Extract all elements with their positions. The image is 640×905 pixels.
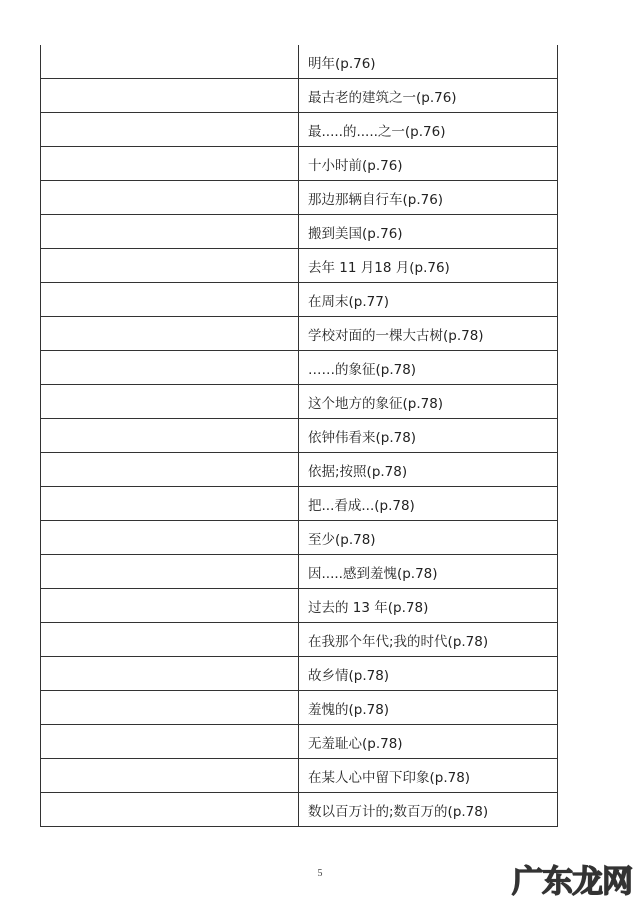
phrase-cell: 过去的 13 年(p.78) (299, 589, 558, 623)
blank-answer-cell (41, 113, 299, 147)
blank-answer-cell (41, 759, 299, 793)
blank-answer-cell (41, 589, 299, 623)
blank-answer-cell (41, 147, 299, 181)
table-row (41, 79, 558, 113)
phrase-cell: 故乡情(p.78) (299, 657, 558, 691)
table-row (41, 453, 558, 487)
table-row (41, 385, 558, 419)
blank-answer-cell (41, 793, 299, 827)
blank-answer-cell (41, 453, 299, 487)
table-row (41, 759, 558, 793)
blank-answer-cell (41, 385, 299, 419)
blank-answer-cell (41, 351, 299, 385)
table-row (41, 351, 558, 385)
phrase-cell: 去年 11 月18 月(p.76) (299, 249, 558, 283)
blank-answer-cell (41, 691, 299, 725)
phrase-cell: 依钟伟看来(p.78) (299, 419, 558, 453)
phrase-cell: 把...看成...(p.78) (299, 487, 558, 521)
blank-answer-cell (41, 45, 299, 79)
table-row (41, 147, 558, 181)
blank-answer-cell (41, 657, 299, 691)
phrase-cell: 那边那辆自行车(p.76) (299, 181, 558, 215)
phrase-cell: 明年(p.76) (299, 45, 558, 79)
blank-answer-cell (41, 487, 299, 521)
phrase-cell: ……的象征(p.78) (299, 351, 558, 385)
blank-answer-cell (41, 555, 299, 589)
phrase-cell: 无羞耻心(p.78) (299, 725, 558, 759)
blank-answer-cell (41, 623, 299, 657)
table-row (41, 555, 558, 589)
phrase-cell: 最.....的.....之一(p.76) (299, 113, 558, 147)
phrase-cell: 最古老的建筑之一(p.76) (299, 79, 558, 113)
blank-answer-cell (41, 79, 299, 113)
table-row (41, 113, 558, 147)
table-row (41, 181, 558, 215)
blank-answer-cell (41, 521, 299, 555)
phrase-cell: 学校对面的一棵大古树(p.78) (299, 317, 558, 351)
phrase-cell: 这个地方的象征(p.78) (299, 385, 558, 419)
phrase-cell: 十小时前(p.76) (299, 147, 558, 181)
phrase-cell: 在我那个年代;我的时代(p.78) (299, 623, 558, 657)
table-row (41, 521, 558, 555)
phrase-cell: 依据;按照(p.78) (299, 453, 558, 487)
blank-answer-cell (41, 419, 299, 453)
table-row (41, 317, 558, 351)
table-row (41, 215, 558, 249)
blank-answer-cell (41, 283, 299, 317)
table-row (41, 487, 558, 521)
phrase-cell: 因.....感到羞愧(p.78) (299, 555, 558, 589)
phrase-cell: 羞愧的(p.78) (299, 691, 558, 725)
table-row (41, 623, 558, 657)
blank-answer-cell (41, 215, 299, 249)
phrase-cell: 数以百万计的;数百万的(p.78) (299, 793, 558, 827)
table-row (41, 691, 558, 725)
table-row (41, 283, 558, 317)
vocabulary-table (40, 45, 558, 827)
phrase-cell: 至少(p.78) (299, 521, 558, 555)
table-row (41, 589, 558, 623)
table-row (41, 45, 558, 79)
phrase-cell: 搬到美国(p.76) (299, 215, 558, 249)
table-row (41, 793, 558, 827)
vocabulary-grid (40, 45, 558, 827)
blank-answer-cell (41, 181, 299, 215)
watermark-logo: 广东龙网 (512, 864, 632, 900)
phrase-cell: 在某人心中留下印象(p.78) (299, 759, 558, 793)
phrase-cell: 在周末(p.77) (299, 283, 558, 317)
blank-answer-cell (41, 249, 299, 283)
blank-answer-cell (41, 725, 299, 759)
table-row (41, 657, 558, 691)
page-number: 5 (317, 868, 323, 879)
table-row (41, 725, 558, 759)
table-body (41, 45, 558, 827)
table-row (41, 249, 558, 283)
blank-answer-cell (41, 317, 299, 351)
table-row (41, 419, 558, 453)
